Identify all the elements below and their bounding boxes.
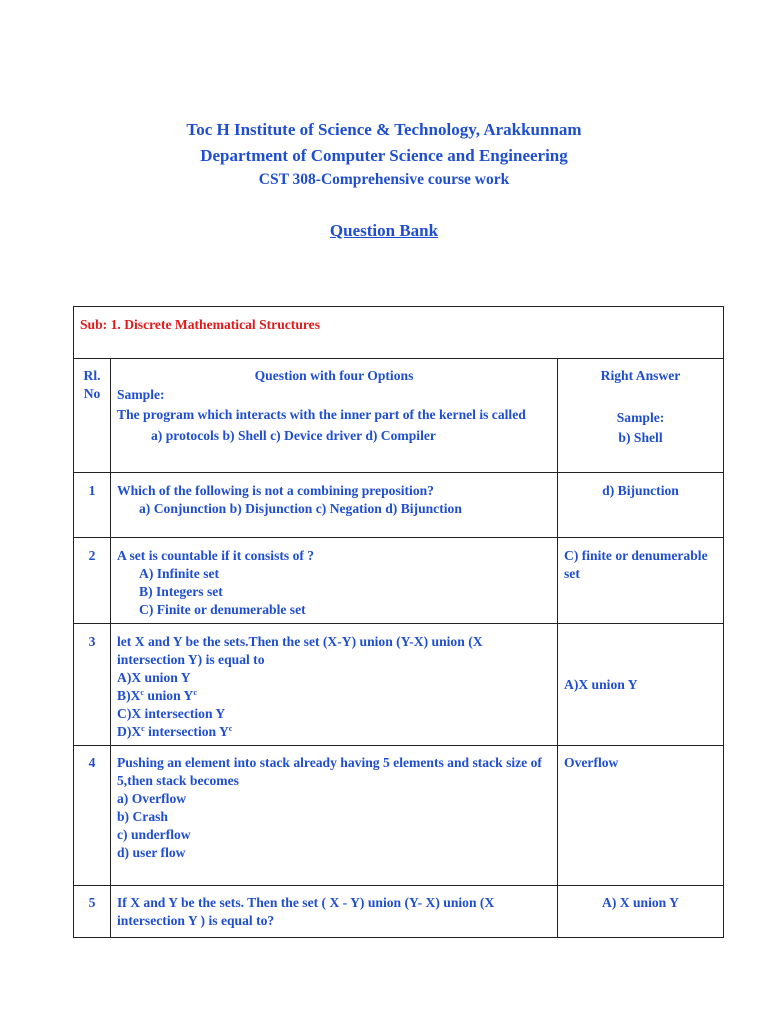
table-row bbox=[74, 886, 724, 938]
option-line: C)X intersection Y bbox=[117, 706, 226, 721]
department-name: Department of Computer Science and Engineering bbox=[200, 146, 568, 165]
document-title-text: Question Bank bbox=[329, 221, 439, 240]
answer-cell: A)X union Y bbox=[558, 624, 724, 746]
answer-cell: d) Bijunction bbox=[558, 473, 724, 538]
rl-no-header-text: Rl. No bbox=[83, 368, 101, 401]
option-text: B)X bbox=[117, 688, 141, 703]
sample-answer: b) Shell bbox=[618, 430, 663, 445]
answer-cell: A) X union Y bbox=[558, 886, 724, 938]
answer-cell: Overflow bbox=[558, 746, 724, 886]
institute-name: Toc H Institute of Science & Technology, Arakkunnam bbox=[186, 120, 582, 139]
option-line: a) Overflow bbox=[117, 791, 187, 806]
question-text: let X and Y be the sets.Then the set (X-Y) union (Y-X) union (X intersection Y) is equal to bbox=[117, 634, 483, 667]
question-cell bbox=[111, 473, 558, 538]
question-text: If X and Y be the sets. Then the set ( X - Y) union (Y- X) union (X intersection Y ) is equal to? bbox=[117, 895, 495, 928]
row-number: 5 bbox=[74, 886, 111, 938]
course-title: CST 308-Comprehensive course work bbox=[258, 171, 510, 188]
question-cell bbox=[111, 886, 558, 938]
row-number: 3 bbox=[74, 624, 111, 746]
row-number: 4 bbox=[74, 746, 111, 886]
subject-row bbox=[74, 307, 724, 359]
answer-cell: C) finite or denumerable set bbox=[558, 538, 724, 624]
option-line: A) Infinite set bbox=[139, 566, 220, 581]
sample-options: a) protocols b) Shell c) Device driver d) Compiler bbox=[151, 428, 436, 443]
question-cell bbox=[111, 624, 558, 746]
table-row bbox=[74, 473, 724, 538]
question-header: Question with four Options bbox=[254, 368, 414, 383]
option-line: d) user flow bbox=[117, 845, 186, 860]
option-text: union Y bbox=[143, 688, 194, 703]
complement-superscript: c bbox=[141, 724, 145, 733]
complement-superscript: c bbox=[193, 688, 197, 697]
answer-header: Right Answer bbox=[600, 368, 681, 383]
question-header-cell bbox=[111, 359, 558, 473]
question-text: A set is countable if it consists of ? bbox=[117, 548, 315, 563]
question-cell bbox=[111, 538, 558, 624]
sample-answer-label: Sample: bbox=[616, 410, 665, 425]
option-text: intersection Y bbox=[144, 724, 229, 739]
table-row bbox=[74, 746, 724, 886]
option-text: D)X bbox=[117, 724, 142, 739]
question-cell bbox=[111, 746, 558, 886]
option-line: c) underflow bbox=[117, 827, 191, 842]
sample-question: The program which interacts with the inner part of the kernel is called bbox=[117, 407, 526, 422]
option-line: A)X union Y bbox=[117, 670, 191, 685]
subject-cell: Sub: 1. Discrete Mathematical Structures bbox=[74, 307, 724, 359]
question-text: Which of the following is not a combining preposition? bbox=[117, 483, 434, 498]
document-title bbox=[0, 221, 768, 241]
sample-label: Sample: bbox=[117, 387, 165, 402]
table-row bbox=[74, 624, 724, 746]
row-number: 2 bbox=[74, 538, 111, 624]
complement-superscript: c bbox=[140, 688, 144, 697]
header-row bbox=[74, 359, 724, 473]
option-line: C) Finite or denumerable set bbox=[139, 602, 306, 617]
option-line bbox=[117, 723, 551, 741]
option-line: B) Integers set bbox=[139, 584, 223, 599]
question-bank-table bbox=[73, 306, 724, 938]
table-row bbox=[74, 538, 724, 624]
option-line: b) Crash bbox=[117, 809, 168, 824]
row-number: 1 bbox=[74, 473, 111, 538]
complement-superscript: c bbox=[228, 724, 233, 733]
option-line bbox=[117, 687, 551, 705]
option-line: a) Conjunction b) Disjunction c) Negation d) Bijunction bbox=[139, 501, 462, 516]
rl-no-header bbox=[74, 359, 111, 473]
question-text: Pushing an element into stack already having 5 elements and stack size of 5,then stack becomes bbox=[117, 755, 542, 788]
answer-header-cell bbox=[558, 359, 724, 473]
